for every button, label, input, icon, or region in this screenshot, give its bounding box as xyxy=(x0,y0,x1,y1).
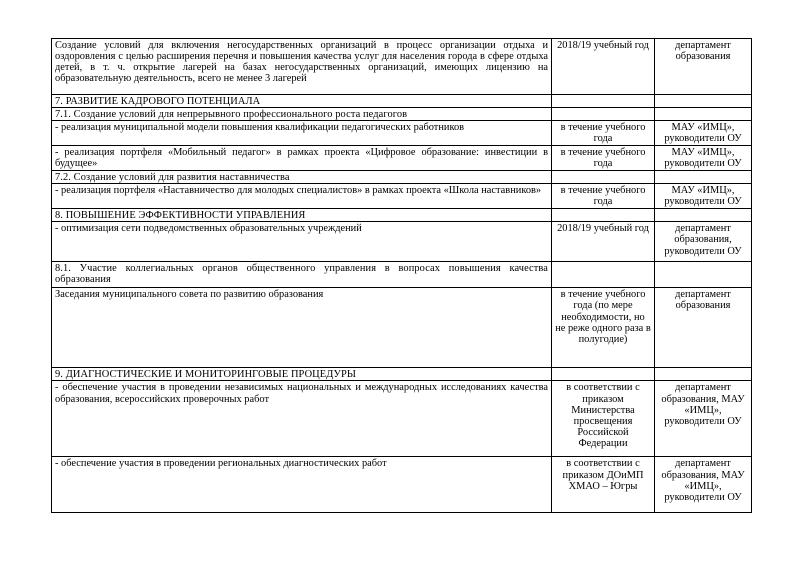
table-row xyxy=(52,121,752,146)
responsible-cell: МАУ «ИМЦ», руководители ОУ xyxy=(655,184,752,209)
section-heading: 7.1. Создание условий для непрерывного профессионального роста педагогов xyxy=(52,108,552,121)
section-heading: 7. РАЗВИТИЕ КАДРОВОГО ПОТЕНЦИАЛА xyxy=(52,95,552,108)
section-row xyxy=(52,95,752,108)
activity-cell: - обеспечение участия в проведении независимых национальных и международных исследованиях качества образования, всероссийских проверочных работ xyxy=(52,381,552,457)
activity-cell: - реализация портфеля «Мобильный педагог» в рамках проекта «Цифровое образование: инвестиции в будущее» xyxy=(52,146,552,171)
responsible-cell xyxy=(655,95,752,108)
term-cell: в течение учебного года (по мере необходимости, но не реже одного раза в полугодие) xyxy=(552,288,655,368)
responsible-cell: департамент образования, руководители ОУ xyxy=(655,222,752,262)
term-cell xyxy=(552,262,655,288)
section-row xyxy=(52,262,752,288)
term-cell: в соответствии с приказом ДОиМП ХМАО – Югры xyxy=(552,457,655,513)
term-cell xyxy=(552,95,655,108)
table-row xyxy=(52,39,752,95)
table-row xyxy=(52,457,752,513)
term-cell: 2018/19 учебный год xyxy=(552,39,655,95)
responsible-cell xyxy=(655,368,752,381)
term-cell: в течение учебного года xyxy=(552,146,655,171)
term-cell xyxy=(552,209,655,222)
table-row xyxy=(52,288,752,368)
term-cell xyxy=(552,171,655,184)
activity-cell: Создание условий для включения негосударственных организаций в процесс организации отдыха и оздоровления с целью расширения перечня и повышения качества услуг для населения города в сфере отдыха детей, в т. ч. открытие лагерей на базах негосударственных организаций, имеющих лицензию на образовательную деятельность, всего не менее 3 лагерей xyxy=(52,39,552,95)
activity-cell: - реализация муниципальной модели повышения квалификации педагогических работников xyxy=(52,121,552,146)
term-cell: в течение учебного года xyxy=(552,121,655,146)
responsible-cell xyxy=(655,209,752,222)
responsible-cell xyxy=(655,262,752,288)
responsible-cell: департамент образования, МАУ «ИМЦ», руководители ОУ xyxy=(655,457,752,513)
term-cell xyxy=(552,108,655,121)
section-row xyxy=(52,368,752,381)
table-row xyxy=(52,222,752,262)
term-cell xyxy=(552,368,655,381)
responsible-cell: департамент образования, МАУ «ИМЦ», руководители ОУ xyxy=(655,381,752,457)
activity-cell: - оптимизация сети подведомственных образовательных учреждений xyxy=(52,222,552,262)
responsible-cell: департамент образования xyxy=(655,288,752,368)
section-heading: 8. ПОВЫШЕНИЕ ЭФФЕКТИВНОСТИ УПРАВЛЕНИЯ xyxy=(52,209,552,222)
section-heading: 9. ДИАГНОСТИЧЕСКИЕ И МОНИТОРИНГОВЫЕ ПРОЦЕДУРЫ xyxy=(52,368,552,381)
section-row xyxy=(52,108,752,121)
responsible-cell: МАУ «ИМЦ», руководители ОУ xyxy=(655,121,752,146)
activity-cell: - обеспечение участия в проведении региональных диагностических работ xyxy=(52,457,552,513)
table-row xyxy=(52,381,752,457)
responsible-cell: департамент образования xyxy=(655,39,752,95)
activity-cell: Заседания муниципального совета по развитию образования xyxy=(52,288,552,368)
section-row xyxy=(52,209,752,222)
section-heading: 7.2. Создание условий для развития наставничества xyxy=(52,171,552,184)
table-row xyxy=(52,146,752,171)
term-cell: 2018/19 учебный год xyxy=(552,222,655,262)
responsible-cell xyxy=(655,171,752,184)
table-row xyxy=(52,184,752,209)
responsible-cell xyxy=(655,108,752,121)
activity-cell: - реализация портфеля «Наставничество для молодых специалистов» в рамках проекта «Школа наставников» xyxy=(52,184,552,209)
activity-plan-table xyxy=(51,38,752,513)
section-row xyxy=(52,171,752,184)
term-cell: в течение учебного года xyxy=(552,184,655,209)
section-heading: 8.1. Участие коллегиальных органов общественного управления в вопросах повышения качества образования xyxy=(52,262,552,288)
responsible-cell: МАУ «ИМЦ», руководители ОУ xyxy=(655,146,752,171)
term-cell: в соответствии с приказом Министерства просвещения Российской Федерации xyxy=(552,381,655,457)
